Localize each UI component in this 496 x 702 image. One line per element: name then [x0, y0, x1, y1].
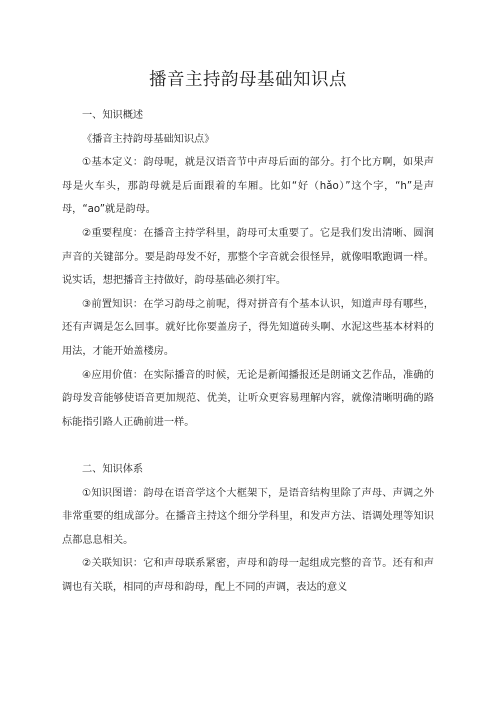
- document-body: [62, 104, 434, 599]
- paragraph-definition: ①基本定义：韵母呢，就是汉语音节中声母后面的部分。打个比方啊，如果声母是火车头，那韵母就是后面跟着的车厢。比如“好（hǎo）”这个字，“h”是声母，“ao”就是韵母。: [62, 157, 434, 216]
- paragraph-knowledge-map: ①知识图谱：韵母在语音学这个大框架下，是语音结构里除了声母、声调之外非常重要的组成部分。在播音主持这个细分学科里，和发声方法、语调处理等知识点都息息相关。: [62, 487, 434, 546]
- paragraph-importance: ②重要程度：在播音主持学科里，韵母可太重要了。它是我们发出清晰、圆润声音的关键部分。要是韵母发不好，那整个字音就会很怪异，就像唱歌跑调一样。说实话，想把播音主持做好，韵母基础必须打牢。: [62, 227, 434, 287]
- section-heading-overview: 一、知识概述: [82, 110, 144, 121]
- document-title: 播音主持韵母基础知识点: [149, 70, 347, 90]
- paragraph-prerequisites: ③前置知识：在学习韵母之前呢，得对拼音有个基本认识，知道声母有哪些，还有声调是怎么回事。就好比你要盖房子，得先知道砖头啊、水泥这些基本材料的用法，才能开始盖楼房。: [62, 298, 434, 357]
- paragraph-related-knowledge: ②关联知识：它和声母联系紧密，声母和韵母一起组成完整的音节。还有和声调也有关联，相同的声母和韵母，配上不同的声调，表达的意义: [62, 558, 434, 593]
- document-subtitle: 《播音主持韵母基础知识点》: [82, 133, 215, 145]
- paragraph-application-value: ④应用价值：在实际播音的时候，无论是新闻播报还是朗诵文艺作品，准确的韵母发音能够使语音更加规范、优美，让听众更容易理解内容，就像清晰明确的路标能指引路人正确前进一样。: [62, 369, 434, 428]
- section-spacer: [62, 434, 434, 458]
- section-heading-knowledge-system: 二、知识体系: [82, 463, 144, 475]
